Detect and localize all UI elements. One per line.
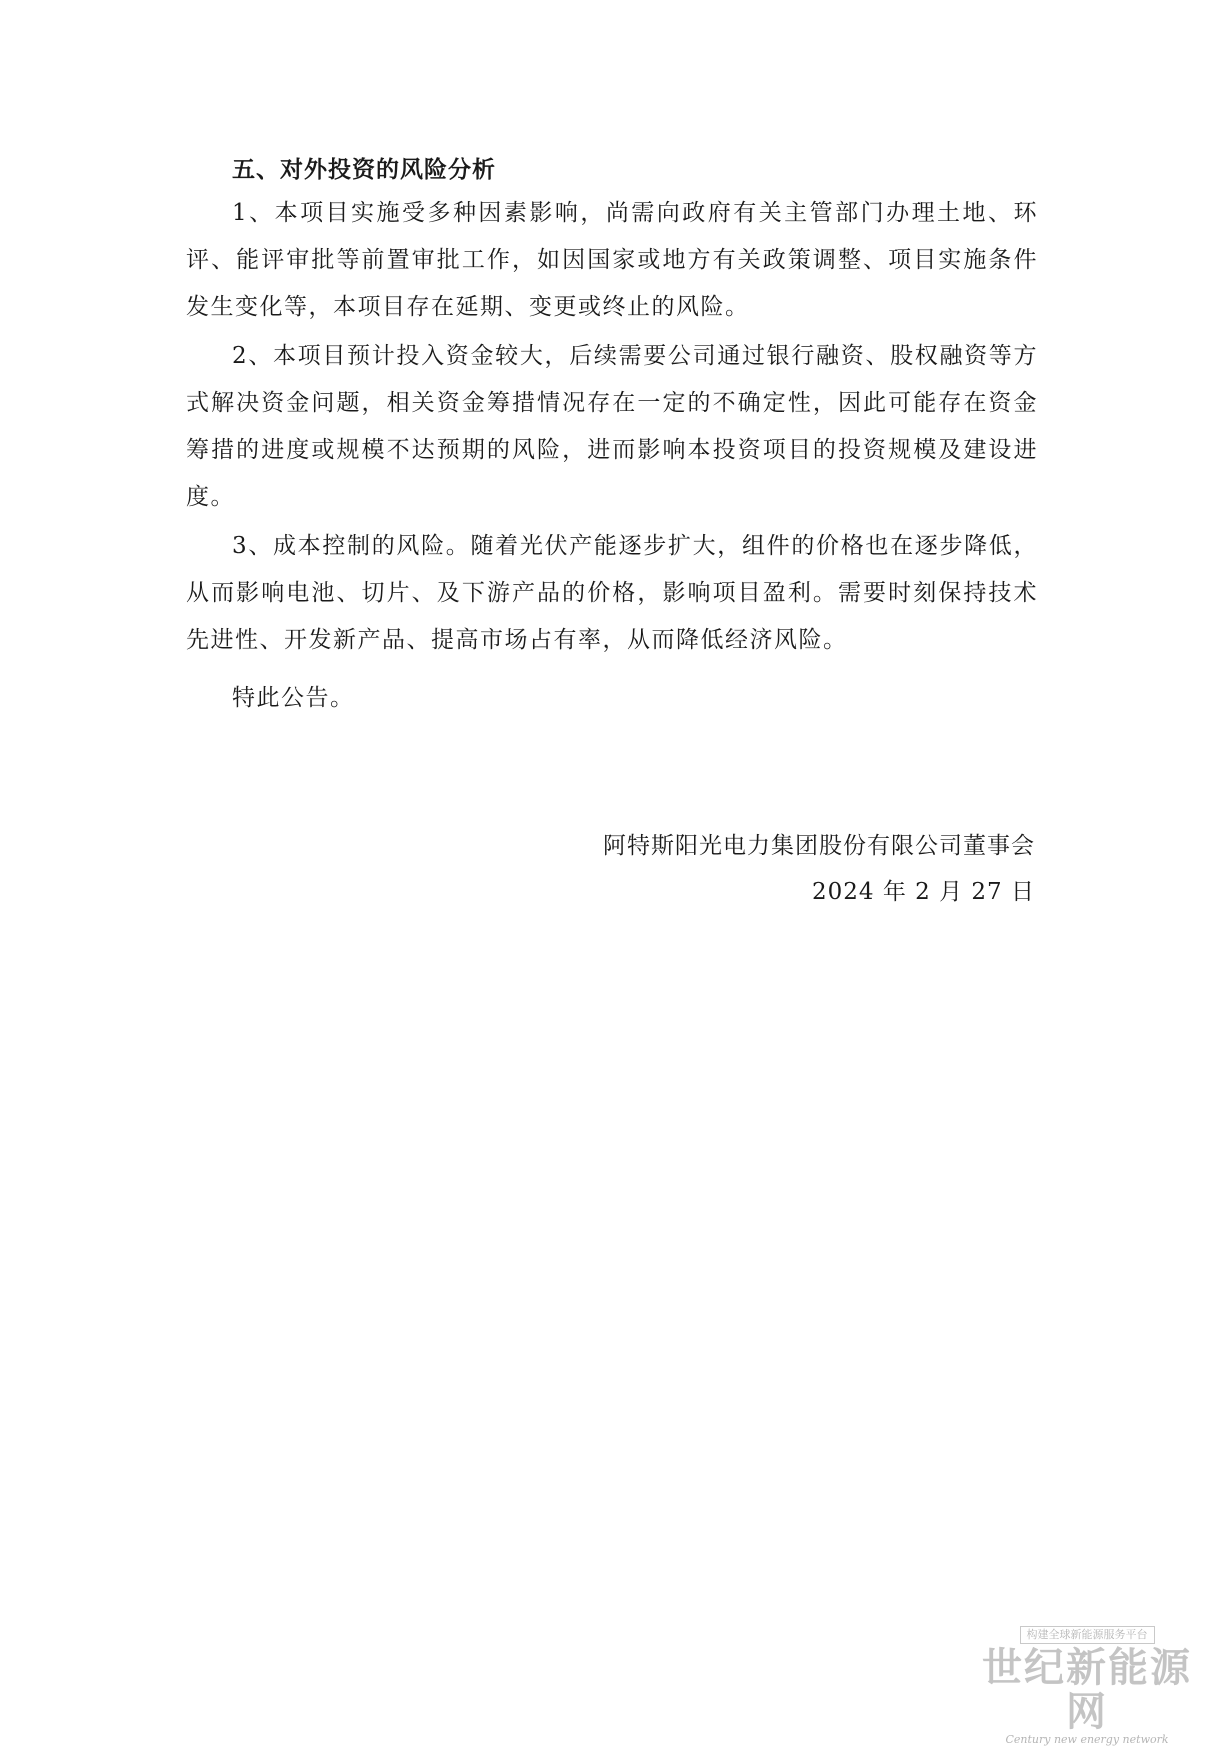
paragraph-risk-1: 1、本项目实施受多种因素影响，尚需向政府有关主管部门办理土地、环评、能评审批等前置审批工作，如因国家或地方有关政策调整、项目实施条件发生变化等，本项目存在延期、变更或终止的风险。 [186, 200, 1038, 320]
closing-statement: 特此公告。 [232, 685, 355, 711]
paragraph-risk-3: 3、成本控制的风险。随着光伏产能逐步扩大，组件的价格也在逐步降低，从而影响电池、切片、及下游产品的价格，影响项目盈利。需要时刻保持技术先进性、开发新产品、提高市场占有率，从而降低经济风险。 [186, 533, 1038, 653]
signature-board: 阿特斯阳光电力集团股份有限公司董事会 [603, 833, 1035, 859]
watermark-english: Century new energy network [1005, 1733, 1169, 1746]
paragraph-risk-2: 2、本项目预计投入资金较大，后续需要公司通过银行融资、股权融资等方式解决资金问题，相关资金筹措情况存在一定的不确定性，因此可能存在资金筹措的进度或规模不达预期的风险，进而影响本投资项目的投资规模及建设进度。 [186, 343, 1038, 510]
watermark-logo [972, 1623, 1202, 1746]
signature-date: 2024 年 2 月 27 日 [812, 879, 1035, 905]
watermark-tagline: 构建全球新能源服务平台 [1020, 1626, 1155, 1644]
document-body [186, 150, 1038, 664]
section-heading: 五、对外投资的风险分析 [232, 157, 496, 183]
watermark-name: 世纪新能源网 [982, 1644, 1192, 1735]
